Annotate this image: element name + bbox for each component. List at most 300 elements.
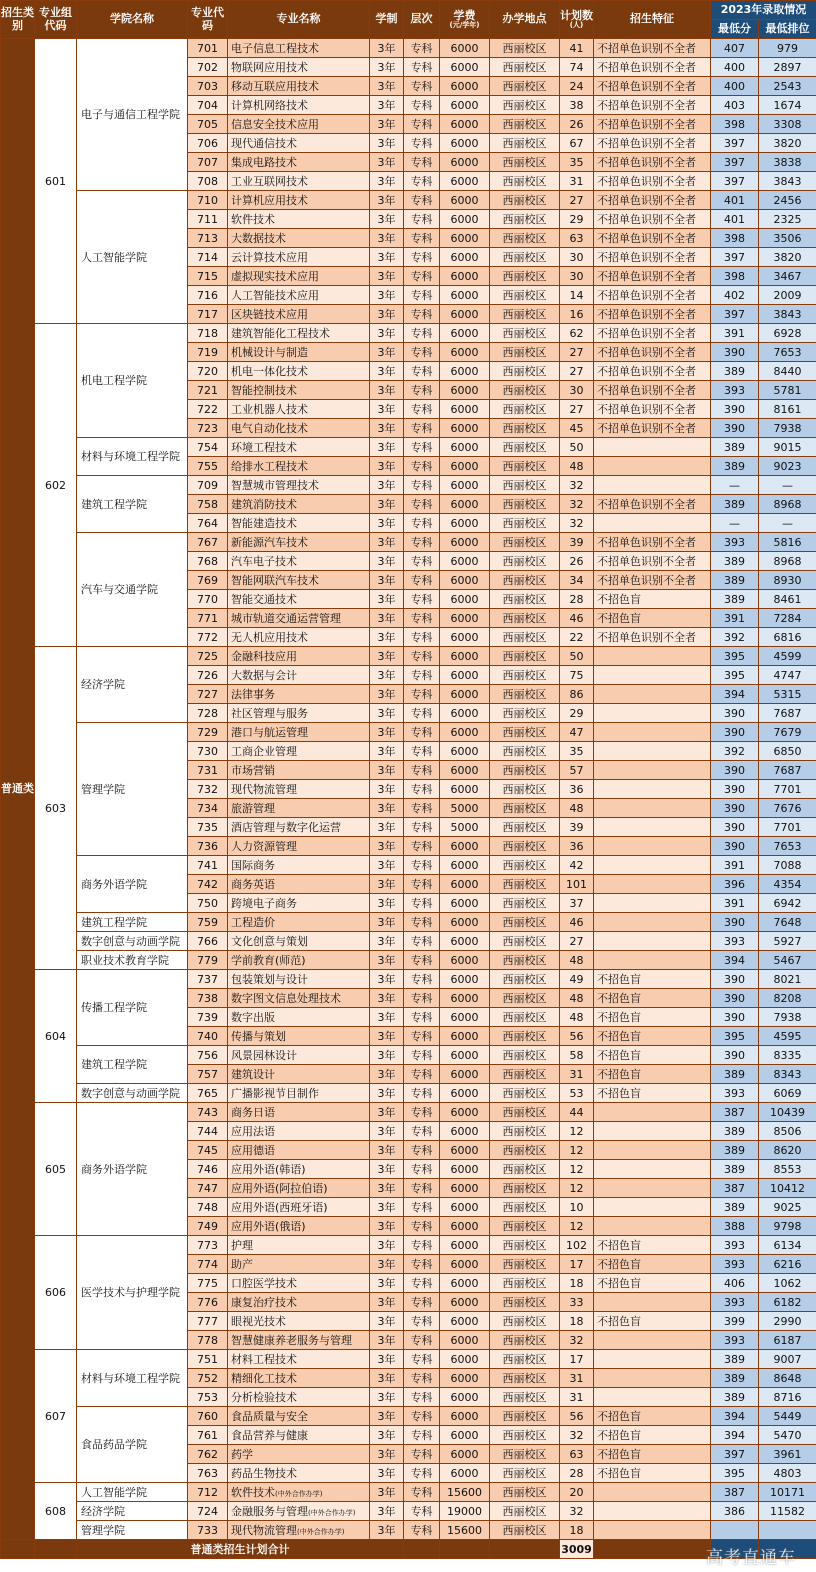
- location-cell: 西丽校区: [490, 96, 560, 115]
- table-row: [1, 1236, 816, 1255]
- level-cell: 专科: [404, 1122, 440, 1141]
- min-rank-cell: 7653: [759, 343, 816, 362]
- duration-cell: 3年: [370, 1179, 404, 1198]
- fee-cell: 6000: [440, 913, 490, 932]
- plan-cell: 32: [560, 1502, 594, 1521]
- min-score-cell: 393: [711, 533, 759, 552]
- plan-cell: 46: [560, 609, 594, 628]
- feature-cell: 不招色盲: [594, 989, 711, 1008]
- feature-cell: [594, 1350, 711, 1369]
- fee-cell: 6000: [440, 476, 490, 495]
- plan-cell: 18: [560, 1312, 594, 1331]
- min-score-cell: 389: [711, 590, 759, 609]
- level-cell: 专科: [404, 1198, 440, 1217]
- min-score-cell: 390: [711, 989, 759, 1008]
- major-name-cell: 应用外语(西班牙语): [228, 1198, 370, 1217]
- level-cell: 专科: [404, 685, 440, 704]
- min-rank-cell: 2325: [759, 210, 816, 229]
- plan-cell: 32: [560, 514, 594, 533]
- feature-cell: 不招色盲: [594, 1407, 711, 1426]
- major-code-cell: 755: [188, 457, 228, 476]
- min-rank-cell: 2543: [759, 77, 816, 96]
- level-cell: 专科: [404, 1331, 440, 1350]
- plan-cell: 30: [560, 381, 594, 400]
- min-score-cell: 391: [711, 609, 759, 628]
- level-cell: 专科: [404, 1274, 440, 1293]
- major-code-cell: 723: [188, 419, 228, 438]
- fee-cell: 6000: [440, 381, 490, 400]
- min-score-cell: 398: [711, 267, 759, 286]
- fee-cell: 6000: [440, 609, 490, 628]
- min-score-cell: 389: [711, 1141, 759, 1160]
- min-score-cell: 407: [711, 39, 759, 58]
- fee-cell: 6000: [440, 1217, 490, 1236]
- min-score-cell: 390: [711, 799, 759, 818]
- major-name-cell: 应用德语: [228, 1141, 370, 1160]
- min-score-cell: 389: [711, 1198, 759, 1217]
- feature-cell: 不招色盲: [594, 1426, 711, 1445]
- duration-cell: 3年: [370, 1274, 404, 1293]
- major-name-cell: 工业互联网技术: [228, 172, 370, 191]
- major-name-cell: 包装策划与设计: [228, 970, 370, 989]
- location-cell: 西丽校区: [490, 951, 560, 970]
- feature-cell: 不招单色识别不全者: [594, 419, 711, 438]
- fee-cell: 15600: [440, 1521, 490, 1540]
- fee-cell: 6000: [440, 1141, 490, 1160]
- location-cell: 西丽校区: [490, 172, 560, 191]
- college-name-cell: 管理学院: [77, 1521, 188, 1540]
- duration-cell: 3年: [370, 134, 404, 153]
- level-cell: 专科: [404, 666, 440, 685]
- feature-cell: [594, 1141, 711, 1160]
- major-name-cell: 食品营养与健康: [228, 1426, 370, 1445]
- min-score-cell: 399: [711, 1312, 759, 1331]
- level-cell: 专科: [404, 894, 440, 913]
- major-code-cell: 722: [188, 400, 228, 419]
- level-cell: 专科: [404, 571, 440, 590]
- min-rank-cell: 7088: [759, 856, 816, 875]
- fee-cell: 6000: [440, 1426, 490, 1445]
- plan-cell: 32: [560, 1331, 594, 1350]
- location-cell: 西丽校区: [490, 191, 560, 210]
- level-cell: 专科: [404, 172, 440, 191]
- duration-cell: 3年: [370, 723, 404, 742]
- major-name-cell: 人力资源管理: [228, 837, 370, 856]
- table-row: [1, 39, 816, 58]
- duration-cell: 3年: [370, 1388, 404, 1407]
- min-rank-cell: 7679: [759, 723, 816, 742]
- min-rank-cell: 3506: [759, 229, 816, 248]
- major-code-cell: 717: [188, 305, 228, 324]
- plan-cell: 31: [560, 1388, 594, 1407]
- plan-cell: 26: [560, 552, 594, 571]
- min-rank-cell: 8930: [759, 571, 816, 590]
- feature-cell: 不招色盲: [594, 1065, 711, 1084]
- feature-cell: 不招单色识别不全者: [594, 96, 711, 115]
- duration-cell: 3年: [370, 1027, 404, 1046]
- location-cell: 西丽校区: [490, 476, 560, 495]
- min-score-cell: 397: [711, 153, 759, 172]
- location-cell: 西丽校区: [490, 134, 560, 153]
- plan-cell: 17: [560, 1350, 594, 1369]
- fee-cell: 6000: [440, 951, 490, 970]
- location-cell: 西丽校区: [490, 932, 560, 951]
- fee-cell: 6000: [440, 1046, 490, 1065]
- major-code-cell: 727: [188, 685, 228, 704]
- fee-cell: 5000: [440, 818, 490, 837]
- duration-cell: 3年: [370, 229, 404, 248]
- level-cell: 专科: [404, 39, 440, 58]
- major-code-cell: 703: [188, 77, 228, 96]
- table-row: [1, 647, 816, 666]
- min-score-cell: 387: [711, 1103, 759, 1122]
- min-score-cell: 396: [711, 875, 759, 894]
- min-score-cell: 397: [711, 305, 759, 324]
- major-name-cell: 电子信息工程技术: [228, 39, 370, 58]
- plan-cell: 24: [560, 77, 594, 96]
- feature-cell: 不招单色识别不全者: [594, 533, 711, 552]
- college-name-cell: 食品药品学院: [77, 1407, 188, 1483]
- location-cell: 西丽校区: [490, 1255, 560, 1274]
- min-rank-cell: 6928: [759, 324, 816, 343]
- feature-cell: 不招单色识别不全者: [594, 77, 711, 96]
- major-code-cell: 733: [188, 1521, 228, 1540]
- min-rank-cell: 8968: [759, 552, 816, 571]
- fee-cell: 6000: [440, 1198, 490, 1217]
- header-plan: [560, 1, 594, 39]
- min-rank-cell: 7284: [759, 609, 816, 628]
- plan-cell: 50: [560, 647, 594, 666]
- fee-cell: 6000: [440, 438, 490, 457]
- location-cell: 西丽校区: [490, 970, 560, 989]
- level-cell: 专科: [404, 1217, 440, 1236]
- location-cell: 西丽校区: [490, 39, 560, 58]
- min-score-cell: 391: [711, 856, 759, 875]
- major-code-cell: 707: [188, 153, 228, 172]
- location-cell: 西丽校区: [490, 305, 560, 324]
- plan-cell: 46: [560, 913, 594, 932]
- min-rank-cell: 8335: [759, 1046, 816, 1065]
- major-code-cell: 760: [188, 1407, 228, 1426]
- duration-cell: 3年: [370, 77, 404, 96]
- location-cell: 西丽校区: [490, 248, 560, 267]
- location-cell: 西丽校区: [490, 780, 560, 799]
- plan-cell: 18: [560, 1521, 594, 1540]
- min-score-cell: 392: [711, 742, 759, 761]
- major-name-cell: 软件技术: [228, 210, 370, 229]
- level-cell: 专科: [404, 590, 440, 609]
- major-code-cell: 761: [188, 1426, 228, 1445]
- plan-cell: 37: [560, 894, 594, 913]
- total-blank-cell: [490, 1540, 560, 1559]
- min-rank-cell: 3308: [759, 115, 816, 134]
- major-code-cell: 751: [188, 1350, 228, 1369]
- duration-cell: 3年: [370, 818, 404, 837]
- coop-note: (中外合作办学): [297, 1527, 345, 1536]
- feature-cell: [594, 647, 711, 666]
- duration-cell: 3年: [370, 856, 404, 875]
- min-rank-cell: 8208: [759, 989, 816, 1008]
- fee-cell: 6000: [440, 970, 490, 989]
- location-cell: 西丽校区: [490, 1312, 560, 1331]
- table-row: [1, 1483, 816, 1502]
- feature-cell: 不招色盲: [594, 1084, 711, 1103]
- level-cell: 专科: [404, 856, 440, 875]
- location-cell: 西丽校区: [490, 1464, 560, 1483]
- major-code-cell: 708: [188, 172, 228, 191]
- plan-cell: 30: [560, 267, 594, 286]
- major-name-cell: 材料工程技术: [228, 1350, 370, 1369]
- duration-cell: 3年: [370, 362, 404, 381]
- feature-cell: [594, 799, 711, 818]
- min-rank-cell: 6216: [759, 1255, 816, 1274]
- feature-cell: 不招色盲: [594, 1464, 711, 1483]
- fee-cell: 6000: [440, 875, 490, 894]
- location-cell: 西丽校区: [490, 1217, 560, 1236]
- plan-cell: 20: [560, 1483, 594, 1502]
- level-cell: 专科: [404, 1008, 440, 1027]
- min-score-cell: 394: [711, 1407, 759, 1426]
- min-rank-cell: 10412: [759, 1179, 816, 1198]
- feature-cell: 不招色盲: [594, 590, 711, 609]
- location-cell: 西丽校区: [490, 362, 560, 381]
- plan-cell: 42: [560, 856, 594, 875]
- min-score-cell: 398: [711, 229, 759, 248]
- major-code-cell: 710: [188, 191, 228, 210]
- duration-cell: 3年: [370, 894, 404, 913]
- major-code-cell: 754: [188, 438, 228, 457]
- fee-cell: 6000: [440, 856, 490, 875]
- location-cell: 西丽校区: [490, 666, 560, 685]
- location-cell: 西丽校区: [490, 723, 560, 742]
- min-rank-cell: 3820: [759, 248, 816, 267]
- location-cell: 西丽校区: [490, 1141, 560, 1160]
- major-code-cell: 753: [188, 1388, 228, 1407]
- location-cell: 西丽校区: [490, 1445, 560, 1464]
- college-name-cell: 材料与环境工程学院: [77, 1350, 188, 1407]
- major-name-cell: 智能交通技术: [228, 590, 370, 609]
- min-rank-cell: 8461: [759, 590, 816, 609]
- duration-cell: 3年: [370, 1084, 404, 1103]
- min-score-cell: [711, 1521, 759, 1540]
- feature-cell: [594, 1179, 711, 1198]
- duration-cell: 3年: [370, 172, 404, 191]
- min-rank-cell: 6942: [759, 894, 816, 913]
- feature-cell: [594, 856, 711, 875]
- level-cell: 专科: [404, 1103, 440, 1122]
- min-score-cell: 390: [711, 704, 759, 723]
- plan-cell: 27: [560, 932, 594, 951]
- plan-cell: 31: [560, 1065, 594, 1084]
- group-code-cell: 607: [35, 1350, 77, 1483]
- feature-cell: [594, 1502, 711, 1521]
- fee-cell: 6000: [440, 1369, 490, 1388]
- min-score-cell: 389: [711, 457, 759, 476]
- plan-cell: 32: [560, 476, 594, 495]
- duration-cell: 3年: [370, 248, 404, 267]
- table-row: [1, 533, 816, 552]
- feature-cell: [594, 932, 711, 951]
- college-name-cell: 建筑工程学院: [77, 476, 188, 533]
- major-code-cell: 770: [188, 590, 228, 609]
- duration-cell: 3年: [370, 590, 404, 609]
- total-blank-cell: [404, 1540, 440, 1559]
- location-cell: 西丽校区: [490, 400, 560, 419]
- major-name-cell: 现代通信技术: [228, 134, 370, 153]
- level-cell: 专科: [404, 362, 440, 381]
- feature-cell: 不招单色识别不全者: [594, 324, 711, 343]
- major-code-cell: 730: [188, 742, 228, 761]
- fee-cell: 6000: [440, 229, 490, 248]
- duration-cell: 3年: [370, 1198, 404, 1217]
- duration-cell: 3年: [370, 1046, 404, 1065]
- table-row: [1, 1407, 816, 1426]
- feature-cell: [594, 913, 711, 932]
- fee-cell: 6000: [440, 932, 490, 951]
- fee-cell: 6000: [440, 343, 490, 362]
- table-row: [1, 1502, 816, 1521]
- major-name-cell: 药学: [228, 1445, 370, 1464]
- plan-cell: 57: [560, 761, 594, 780]
- min-rank-cell: 5449: [759, 1407, 816, 1426]
- min-rank-cell: 8161: [759, 400, 816, 419]
- feature-cell: [594, 1217, 711, 1236]
- major-name-cell: 应用外语(阿拉伯语): [228, 1179, 370, 1198]
- major-code-cell: 756: [188, 1046, 228, 1065]
- plan-cell: 18: [560, 1274, 594, 1293]
- major-code-cell: 765: [188, 1084, 228, 1103]
- major-code-cell: 741: [188, 856, 228, 875]
- min-rank-cell: 2456: [759, 191, 816, 210]
- duration-cell: 3年: [370, 1502, 404, 1521]
- level-cell: 专科: [404, 647, 440, 666]
- min-score-cell: 392: [711, 628, 759, 647]
- major-code-cell: 763: [188, 1464, 228, 1483]
- feature-cell: [594, 666, 711, 685]
- total-blank-cell: [440, 1540, 490, 1559]
- min-score-cell: 389: [711, 1065, 759, 1084]
- level-cell: 专科: [404, 324, 440, 343]
- duration-cell: 3年: [370, 1008, 404, 1027]
- min-score-cell: 393: [711, 1255, 759, 1274]
- feature-cell: [594, 1369, 711, 1388]
- college-name-cell: 电子与通信工程学院: [77, 39, 188, 191]
- level-cell: 专科: [404, 799, 440, 818]
- min-rank-cell: 6816: [759, 628, 816, 647]
- min-score-cell: 402: [711, 286, 759, 305]
- level-cell: 专科: [404, 248, 440, 267]
- group-code-cell: 603: [35, 647, 77, 970]
- fee-cell: 6000: [440, 1255, 490, 1274]
- feature-cell: [594, 723, 711, 742]
- plan-cell: 102: [560, 1236, 594, 1255]
- location-cell: 西丽校区: [490, 989, 560, 1008]
- location-cell: 西丽校区: [490, 1179, 560, 1198]
- duration-cell: 3年: [370, 324, 404, 343]
- min-score-cell: —: [711, 514, 759, 533]
- major-name-cell: 电气自动化技术: [228, 419, 370, 438]
- level-cell: 专科: [404, 875, 440, 894]
- location-cell: 西丽校区: [490, 324, 560, 343]
- feature-cell: [594, 514, 711, 533]
- min-rank-cell: 3820: [759, 134, 816, 153]
- plan-cell: 63: [560, 1445, 594, 1464]
- level-cell: 专科: [404, 723, 440, 742]
- min-rank-cell: 5781: [759, 381, 816, 400]
- duration-cell: 3年: [370, 1350, 404, 1369]
- fee-cell: 6000: [440, 134, 490, 153]
- level-cell: 专科: [404, 533, 440, 552]
- level-cell: 专科: [404, 115, 440, 134]
- total-plan-cell: 3009: [560, 1540, 594, 1559]
- feature-cell: 不招单色识别不全者: [594, 248, 711, 267]
- level-cell: 专科: [404, 837, 440, 856]
- fee-cell: 6000: [440, 666, 490, 685]
- feature-cell: 不招单色识别不全者: [594, 134, 711, 153]
- duration-cell: 3年: [370, 609, 404, 628]
- location-cell: 西丽校区: [490, 571, 560, 590]
- fee-cell: 15600: [440, 1483, 490, 1502]
- major-name-cell: 康复治疗技术: [228, 1293, 370, 1312]
- major-name-cell: 大数据与会计: [228, 666, 370, 685]
- major-name-cell: 城市轨道交通运营管理: [228, 609, 370, 628]
- header-category: 招生类别: [1, 1, 35, 39]
- table-body: [1, 39, 816, 1559]
- duration-cell: 3年: [370, 1141, 404, 1160]
- plan-cell: 56: [560, 1407, 594, 1426]
- min-score-cell: 393: [711, 1084, 759, 1103]
- duration-cell: 3年: [370, 343, 404, 362]
- min-rank-cell: 6182: [759, 1293, 816, 1312]
- feature-cell: 不招色盲: [594, 1445, 711, 1464]
- location-cell: 西丽校区: [490, 1369, 560, 1388]
- header-duration: 学制: [370, 1, 404, 39]
- college-name-cell: 职业技术教育学院: [77, 951, 188, 970]
- major-code-cell: 768: [188, 552, 228, 571]
- location-cell: 西丽校区: [490, 1236, 560, 1255]
- college-name-cell: 数字创意与动画学院: [77, 1084, 188, 1103]
- duration-cell: 3年: [370, 875, 404, 894]
- location-cell: 西丽校区: [490, 1065, 560, 1084]
- fee-cell: 6000: [440, 1350, 490, 1369]
- fee-cell: 6000: [440, 248, 490, 267]
- college-name-cell: 管理学院: [77, 723, 188, 856]
- duration-cell: 3年: [370, 970, 404, 989]
- major-name-cell: 助产: [228, 1255, 370, 1274]
- location-cell: 西丽校区: [490, 1027, 560, 1046]
- min-score-cell: 395: [711, 647, 759, 666]
- plan-cell: 31: [560, 172, 594, 191]
- major-name-cell: 护理: [228, 1236, 370, 1255]
- duration-cell: 3年: [370, 571, 404, 590]
- header-major-name: 专业名称: [228, 1, 370, 39]
- level-cell: 专科: [404, 1369, 440, 1388]
- min-score-cell: 390: [711, 343, 759, 362]
- level-cell: 专科: [404, 1046, 440, 1065]
- fee-cell: 6000: [440, 704, 490, 723]
- level-cell: 专科: [404, 1236, 440, 1255]
- min-score-cell: 389: [711, 1122, 759, 1141]
- major-name-cell: 虚拟现实技术应用: [228, 267, 370, 286]
- min-score-cell: 390: [711, 913, 759, 932]
- fee-cell: 6000: [440, 419, 490, 438]
- fee-cell: 6000: [440, 1236, 490, 1255]
- feature-cell: [594, 1331, 711, 1350]
- major-name-cell: 跨境电子商务: [228, 894, 370, 913]
- feature-cell: 不招单色识别不全者: [594, 39, 711, 58]
- fee-cell: 6000: [440, 1293, 490, 1312]
- major-name-cell: 计算机网络技术: [228, 96, 370, 115]
